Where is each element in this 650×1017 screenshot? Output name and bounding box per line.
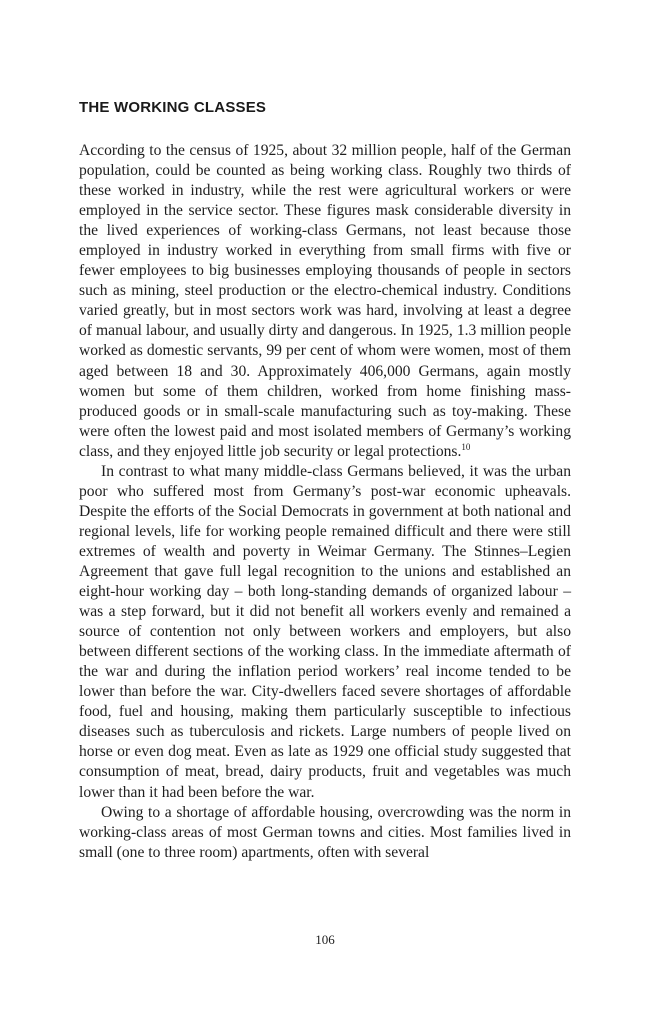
paragraph-census-text: According to the census of 1925, about 32 million people, half of the German population, could be counted as being working class. Roughly two thirds of these worked in industry, while the rest were agricultural workers or were employed in the service sector. These figures mask considerable diversity in the lived experiences of working-class Germans, not least because those employed in industry worked in everything from small firms with five or fewer employees to big businesses employing thousands of people in sectors such as mining, steel production or the electro-chemical industry. Conditions varied greatly, but in most sectors work was hard, involving at least a degree of manual labour, and usually dirty and dangerous. In 1925, 1.3 million people worked as domestic servants, 99 per cent of whom were women, most of them aged between 18 and 30. Approximately 406,000 Germans, again mostly women but some of them children, worked from home finishing mass-produced goods or in small-scale manufacturing such as toy-making. These were often the lowest paid and most isolated members of Germany’s working class, and they enjoyed little job security or legal protections. bbox=[79, 142, 571, 460]
paragraph-housing: Owing to a shortage of affordable housing, overcrowding was the norm in working-class areas of most German towns and cities. Most families lived in small (one to three room) apartments, often with several bbox=[79, 803, 571, 861]
section-heading: THE WORKING CLASSES bbox=[79, 99, 267, 116]
paragraph-census bbox=[79, 141, 571, 462]
page-number: 106 bbox=[315, 932, 335, 947]
footnote-marker: 10 bbox=[461, 441, 471, 452]
body-text bbox=[79, 141, 571, 863]
paragraph-urban-poor: In contrast to what many middle-class Germans believed, it was the urban poor who suffered most from Germany’s post-war economic upheavals. Despite the efforts of the Social Democrats in government at both national and regional levels, life for working people remained difficult and there were still extremes of wealth and poverty in Weimar Germany. The Stinnes–Legien Agreement that gave full legal recognition to the unions and established an eight-hour working day – both long-standing demands of organized labour – was a step forward, but it did not benefit all workers evenly and remained a source of contention not only between workers and employers, but also between different sections of the working class. In the immediate aftermath of the war and during the inflation period workers’ real income tended to be lower than before the war. City-dwellers faced severe shortages of affordable food, fuel and housing, making them particularly susceptible to infectious diseases such as tuberculosis and rickets. Large numbers of people lived on horse or even dog meat. Even as late as 1929 one official study suggested that consumption of meat, bread, dairy products, fruit and vegetables was much lower than it had been before the war. bbox=[79, 462, 571, 801]
